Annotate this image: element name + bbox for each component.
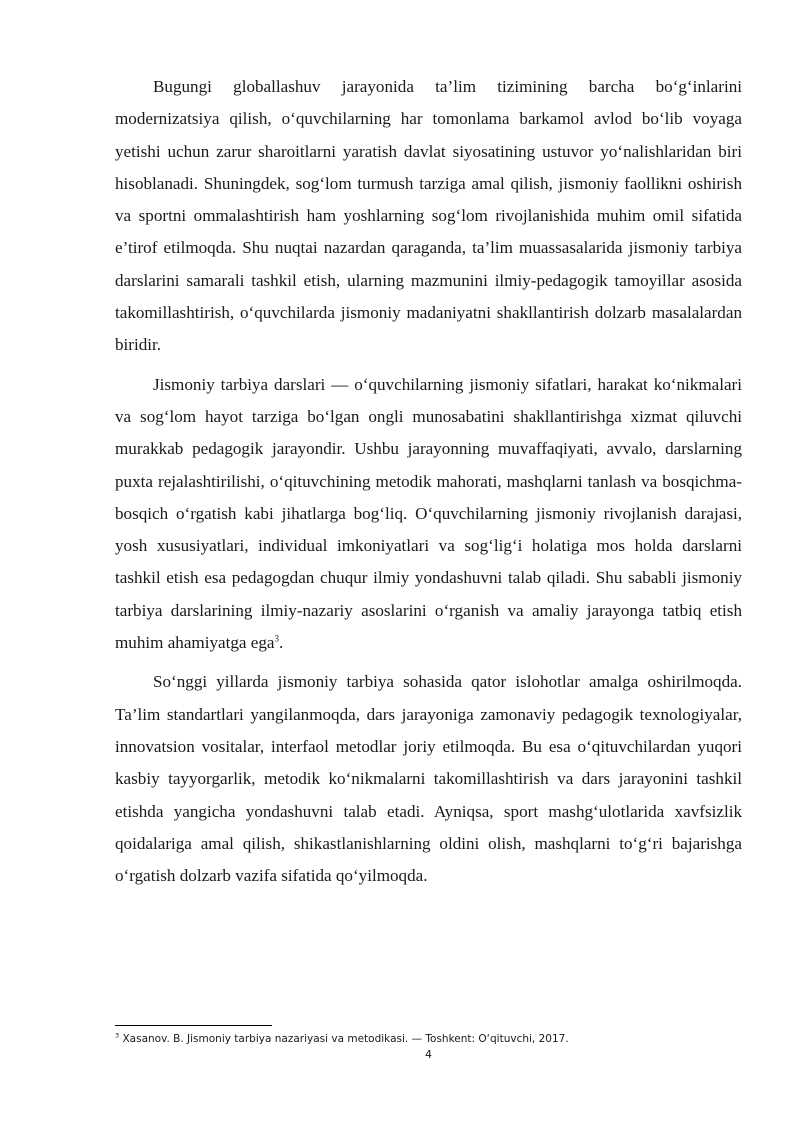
footnote-reference[interactable]: 3: [274, 633, 279, 644]
paragraph-2-text: Jismoniy tarbiya darslari — o‘quvchilarning jismoniy sifatlari, harakat ko‘nikmalari va sog‘lom hayot tarziga bo‘lgan ongli munosabatini shakllantirishga xizmat qiluvchi murakkab pedagogik jarayondir. Ushbu jarayonning muvaffaqiyati, avvalo, darslarning puxta rejalashtirilishi, o‘qituvchining metodik mahorati, mashqlarni tanlash va bosqichma-bosqich o‘rgatish kabi jihatlarga bog‘liq. O‘quvchilarning jismoniy rivojlanish darajasi, yosh xususiyatlari, individual imkoniyatlari va sog‘lig‘i holatiga mos holda darslarni tashkil etish esa pedagogdan chuqur ilmiy yondashuvni talab qiladi. Shu sababli jismoniy tarbiya darslarining ilmiy-nazariy asoslarini o‘rganish va amaliy jarayonga tatbiq etish muhim ahamiyatga ega: [115, 374, 742, 653]
paragraph-2: [115, 369, 742, 660]
footnote-text: Xasanov. B. Jismoniy tarbiya nazariyasi va metodikasi. — Toshkent: O‘qituvchi, 2017.: [119, 1033, 569, 1045]
paragraph-1-text: Bugungi globallashuv jarayonida ta’lim tizimining barcha bo‘g‘inlarini modernizatsiya qilish, o‘quvchilarning har tomonlama barkamol avlod bo‘lib voyaga yetishi uchun zarur sharoitlarni yaratish davlat siyosatining ustuvor yo‘nalishlaridan biri hisoblanadi. Shuningdek, sog‘lom turmush tarziga amal qilish, jismoniy faollikni oshirish va sportni ommalashtirish ham yoshlarning sog‘lom rivojlanishida muhim omil sifatida e’tirof etilmoqda. Shu nuqtai nazardan qaraganda, ta’lim muassasalarida jismoniy tarbiya darslarini samarali tashkil etish, ularning mazmunini ilmiy-pedagogik tamoyillar asosida takomillashtirish, o‘quvchilarda jismoniy madaniyatni shakllantirish dolzarb masalalardan biridir.: [115, 77, 742, 355]
footnote-separator: [115, 1025, 272, 1026]
paragraph-1: [115, 71, 742, 362]
page-number: 4: [425, 1048, 432, 1061]
paragraph-3: [115, 666, 742, 892]
footnote-number: 3: [115, 1031, 120, 1040]
footnote: [115, 1032, 742, 1046]
paragraph-2-tail: .: [279, 633, 284, 653]
body-text: [115, 71, 742, 892]
paragraph-3-text: So‘nggi yillarda jismoniy tarbiya sohasida qator islohotlar amalga oshirilmoqda. Ta’lim standartlari yangilanmoqda, dars jarayoniga zamonaviy pedagogik texnologiyalar, innovatsion vositalar, interfaol metodlar joriy etilmoqda. Bu esa o‘qituvchilardan yuqori kasbiy tayyorgarlik, metodik ko‘nikmalarni takomillashtirish va dars jarayonini tashkil etishda yangicha yondashuvni talab etadi. Ayniqsa, sport mashg‘ulotlarida xavfsizlik qoidalariga amal qilish, shikastlanishlarning oldini olish, mashqlarni to‘g‘ri bajarishga o‘rgatish dolzarb vazifa sifatida qo‘yilmoqda.: [115, 672, 742, 886]
